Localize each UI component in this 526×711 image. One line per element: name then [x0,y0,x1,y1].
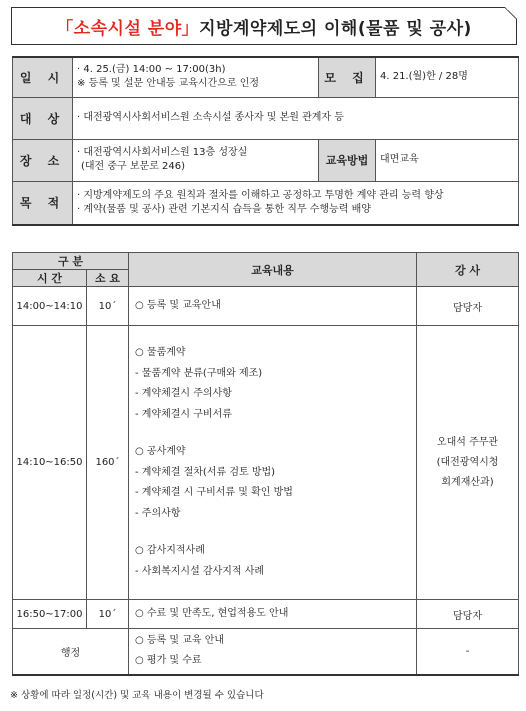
row-time: 14:00~14:10 [13,287,87,326]
place-value [73,139,319,181]
content-sub: - 계약체결시 주의사항 [135,388,232,399]
row-instructor [417,326,519,600]
method-value: 대면교육 [376,139,519,181]
place-label: 장 소 [13,139,73,181]
recruit-value: 4. 21.(월)한 / 28명 [376,57,519,97]
content-sub: - 계약체결 시 구비서류 및 확인 방법 [135,487,293,498]
table-row [13,287,519,326]
row-duration: 160´ [87,326,129,600]
schedule-header-row [13,253,519,270]
target-value: · 대전광역시사회서비스원 소속시설 종사자 및 본원 관계자 등 [73,97,519,139]
purpose-label: 목 적 [13,181,73,225]
place-line: · 대전광역시사회서비스원 13층 성장실 [77,147,248,158]
row-duration: 10´ [87,287,129,326]
row-content [129,326,417,600]
purpose-line: · 계약(물품 및 공사) 관련 기본지식 습득을 통한 직무 수행능력 배양 [77,203,371,215]
date-note: ※ 등록 및 설문 안내등 교육시간으로 인정 [77,78,260,90]
row-content [129,629,417,675]
purpose-value [73,181,519,225]
header-instructor: 강 사 [417,253,519,287]
content-item: ○ 등록 및 교육 안내 [135,634,225,646]
info-row-date [13,57,519,97]
footnote: ※ 상황에 따라 일정(시간) 및 교육 내용이 변경될 수 있습니다 [10,690,264,701]
content-sub: - 사회복지시설 감사지적 사례 [135,565,265,577]
date-label: 일 시 [13,57,73,97]
content-item: ○ 공사계약 [135,446,186,457]
recruit-label: 모 집 [319,57,376,97]
row-time: 14:10~16:50 [13,326,87,600]
date-line: · 4. 25.(금) 14:00 ~ 17:00(3h) [77,64,226,76]
header-time: 시 간 [13,270,87,287]
info-row-place [13,139,519,181]
table-row [13,600,519,629]
instructor-dept: 회계재산과) [441,476,494,488]
row-content: ○ 등록 및 교육안내 [129,287,417,326]
table-row [13,326,519,600]
content-item: ○ 물품계약 [135,347,186,358]
instructor-org: (대전광역시청 [436,456,499,468]
date-value [73,57,319,97]
row-content: ○ 수료 및 만족도, 현업적용도 안내 [129,600,417,629]
title-highlight: 「소속시설 분야」 [56,18,200,39]
content-item: ○ 감사지적사례 [135,545,205,556]
content-sub: - 물품계약 분류(구매와 제조) [135,367,263,379]
row-time: 16:50~17:00 [13,600,87,629]
corner-fold [505,7,517,19]
row-time: 행정 [13,629,129,675]
content-sub: - 주의사항 [135,507,181,519]
header-group: 구 분 [13,253,129,270]
header-content: 교육내용 [129,253,417,287]
row-instructor: 담당자 [417,287,519,326]
target-label: 대 상 [13,97,73,139]
page-title [11,7,517,45]
place-address: (대전 중구 보문로 246) [81,161,186,172]
table-row [13,629,519,675]
info-row-purpose [13,181,519,225]
row-instructor: 담당자 [417,600,519,629]
schedule-table [12,252,519,676]
row-instructor: - [417,629,519,675]
content-item: ○ 평가 및 수료 [135,655,202,667]
info-table [12,56,519,226]
instructor-name: 오대석 주무관 [436,436,499,448]
content-sub: - 계약체결시 구비서류 [135,408,232,420]
title-text: 지방계약제도의 이해(물품 및 공사) [199,18,472,39]
purpose-line: · 지방계약제도의 주요 원칙과 절차를 이해하고 공정하고 투명한 계약 관리 능력 향상 [77,189,444,201]
header-duration: 소 요 [87,270,129,287]
method-label: 교육방법 [319,139,376,181]
info-row-target [13,97,519,139]
row-duration: 10´ [87,600,129,629]
content-sub: - 계약체결 절차(서류 검토 방법) [135,466,276,478]
